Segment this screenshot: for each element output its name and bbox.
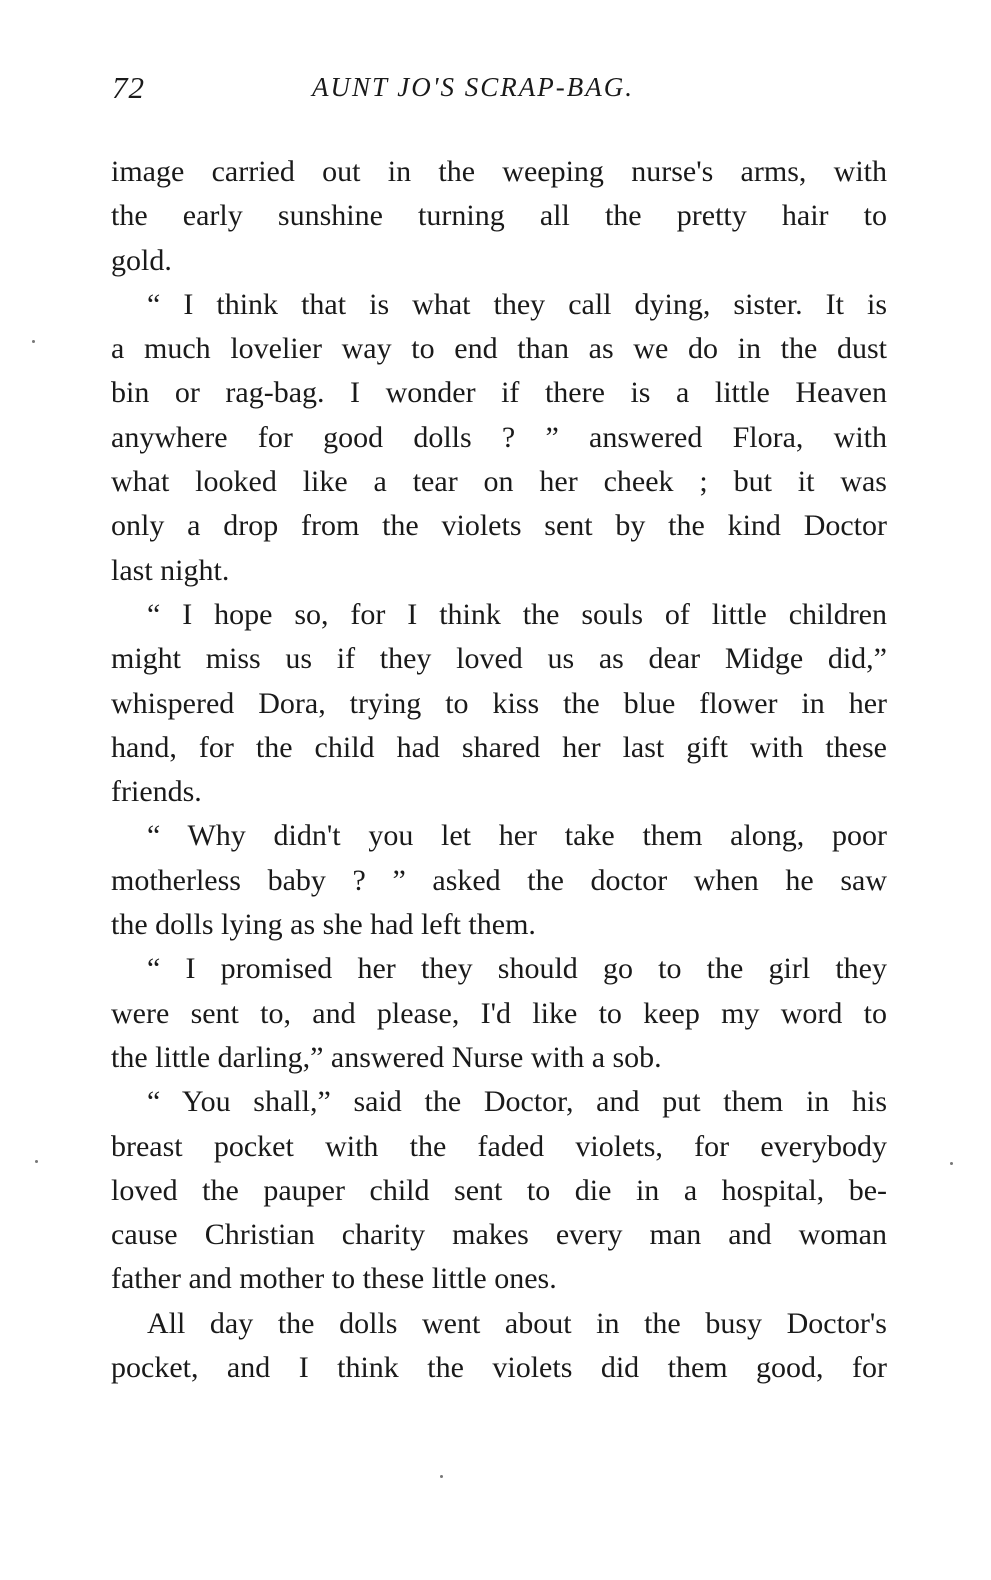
- text-line: were sent to, and please, I'd like to keep my word to: [111, 996, 887, 1030]
- page-number: 72: [112, 70, 145, 105]
- scan-speck: [32, 340, 35, 343]
- text-line: “ I hope so, for I think the souls of little children: [147, 597, 887, 631]
- body-text: [111, 150, 887, 1390]
- scan-speck: [35, 1160, 38, 1163]
- text-line: “ I promised her they should go to the girl they: [147, 952, 887, 986]
- text-line: a much lovelier way to end than as we do in the dust: [111, 332, 887, 366]
- text-line: the dolls lying as she had left them.: [111, 908, 536, 942]
- text-line: only a drop from the violets sent by the kind Doctor: [111, 509, 887, 543]
- text-line: motherless baby ? ” asked the doctor when he saw: [111, 863, 887, 897]
- text-line: breast pocket with the faded violets, for everybody: [111, 1129, 887, 1163]
- text-line: bin or rag-bag. I wonder if there is a little Heaven: [111, 376, 887, 410]
- running-title: AUNT JO'S SCRAP-BAG.: [312, 72, 634, 102]
- text-line: friends.: [111, 775, 202, 809]
- text-line: image carried out in the weeping nurse's arms, with: [111, 155, 887, 188]
- text-line: might miss us if they loved us as dear Midge did,”: [111, 642, 887, 676]
- page-header: [112, 70, 888, 114]
- text-line: what looked like a tear on her cheek ; but it was: [111, 465, 887, 499]
- text-line: father and mother to these little ones.: [111, 1262, 557, 1296]
- text-line: loved the pauper child sent to die in a hospital, be-: [111, 1173, 887, 1207]
- scan-speck: [440, 1475, 443, 1478]
- scan-speck: [950, 1162, 953, 1165]
- text-line: whispered Dora, trying to kiss the blue flower in her: [111, 686, 887, 720]
- text-line: cause Christian charity makes every man and woman: [111, 1218, 887, 1252]
- text-line: anywhere for good dolls ? ” answered Flora, with: [111, 420, 887, 454]
- text-line: “ I think that is what they call dying, sister. It is: [147, 287, 887, 321]
- text-line: last night.: [111, 553, 230, 587]
- text-line: All day the dolls went about in the busy Doctor's: [147, 1306, 887, 1340]
- text-line: gold.: [111, 243, 172, 277]
- text-line: pocket, and I think the violets did them good, for: [111, 1351, 887, 1385]
- text-line: the early sunshine turning all the pretty hair to: [111, 199, 887, 233]
- text-line: the little darling,” answered Nurse with a sob.: [111, 1040, 662, 1074]
- text-line: “ Why didn't you let her take them along, poor: [147, 819, 887, 853]
- text-line: hand, for the child had shared her last gift with these: [111, 730, 887, 764]
- text-line: “ You shall,” said the Doctor, and put them in his: [147, 1085, 887, 1119]
